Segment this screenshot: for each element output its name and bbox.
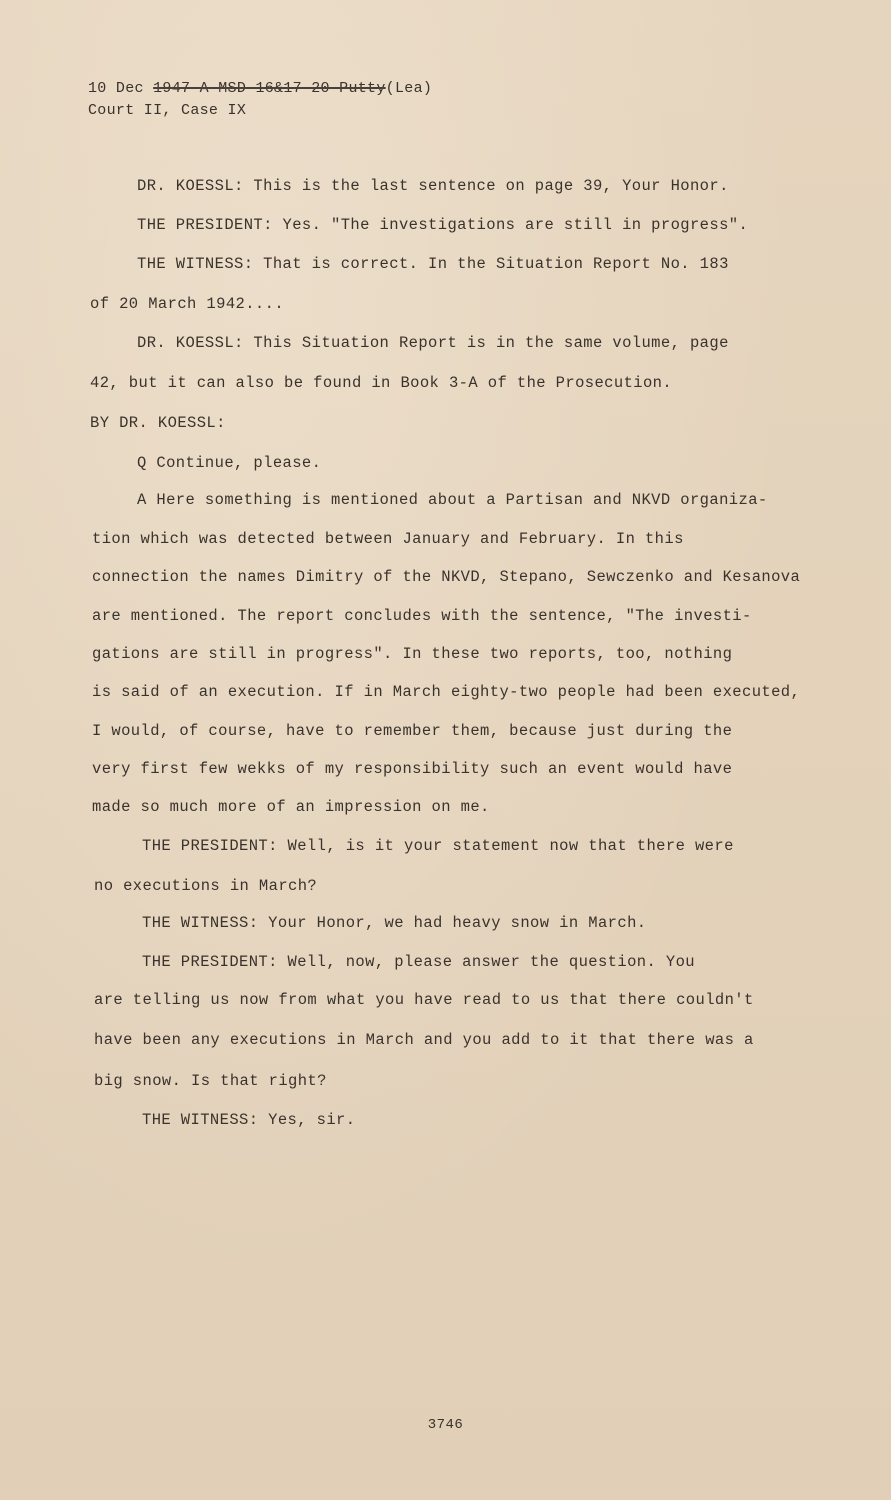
page-number: 3746: [427, 1417, 464, 1433]
transcript-line: A Here something is mentioned about a Partisan and NKVD organiza-: [137, 491, 768, 509]
document-header: [88, 78, 432, 122]
transcript-line: connection the names Dimitry of the NKVD, Stepano, Sewczenko and Kesanova: [92, 568, 801, 586]
transcript-line: no executions in March?: [94, 877, 318, 895]
transcript-line: gations are still in progress". In these two reports, too, nothing: [92, 645, 733, 663]
transcript-line: are mentioned. The report concludes with the sentence, "The investi-: [92, 607, 752, 625]
header-reference-line: [88, 78, 432, 100]
transcript-line: 42, but it can also be found in Book 3-A of the Prosecution.: [90, 374, 673, 392]
header-date: 10 Dec: [88, 80, 144, 97]
transcript-line: THE PRESIDENT: Yes. "The investigations are still in progress".: [137, 216, 749, 234]
transcript-line: DR. KOESSL: This Situation Report is in the same volume, page: [137, 334, 729, 352]
transcript-line: I would, of course, have to remember them, because just during the: [92, 722, 733, 740]
transcript-line: have been any executions in March and you add to it that there was a: [94, 1031, 754, 1049]
header-struck-reference: 1947-A-MSD-16&17-20-Putty: [153, 80, 386, 97]
transcript-line: of 20 March 1942....: [90, 295, 285, 313]
transcript-line: very first few wekks of my responsibility such an event would have: [92, 760, 733, 778]
transcript-line: THE WITNESS: That is correct. In the Situation Report No. 183: [137, 255, 729, 273]
transcript-line: made so much more of an impression on me.: [92, 798, 490, 816]
transcript-line: tion which was detected between January and February. In this: [92, 530, 684, 548]
transcript-line: Q Continue, please.: [137, 454, 322, 472]
transcript-line: DR. KOESSL: This is the last sentence on page 39, Your Honor.: [137, 177, 729, 195]
header-court-case: Court II, Case IX: [88, 102, 247, 119]
transcript-line: THE WITNESS: Your Honor, we had heavy snow in March.: [142, 914, 647, 932]
transcript-line: THE PRESIDENT: Well, is it your statement now that there were: [142, 837, 734, 855]
transcript-line: big snow. Is that right?: [94, 1072, 327, 1090]
transcript-line: THE WITNESS: Yes, sir.: [142, 1111, 356, 1129]
transcript-line: are telling us now from what you have read to us that there couldn't: [94, 991, 754, 1009]
transcript-line: THE PRESIDENT: Well, now, please answer the question. You: [142, 953, 695, 971]
transcript-line: is said of an execution. If in March eighty-two people had been executed,: [92, 683, 801, 701]
transcript-line: BY DR. KOESSL:: [90, 414, 226, 432]
header-suffix: (Lea): [385, 80, 433, 97]
